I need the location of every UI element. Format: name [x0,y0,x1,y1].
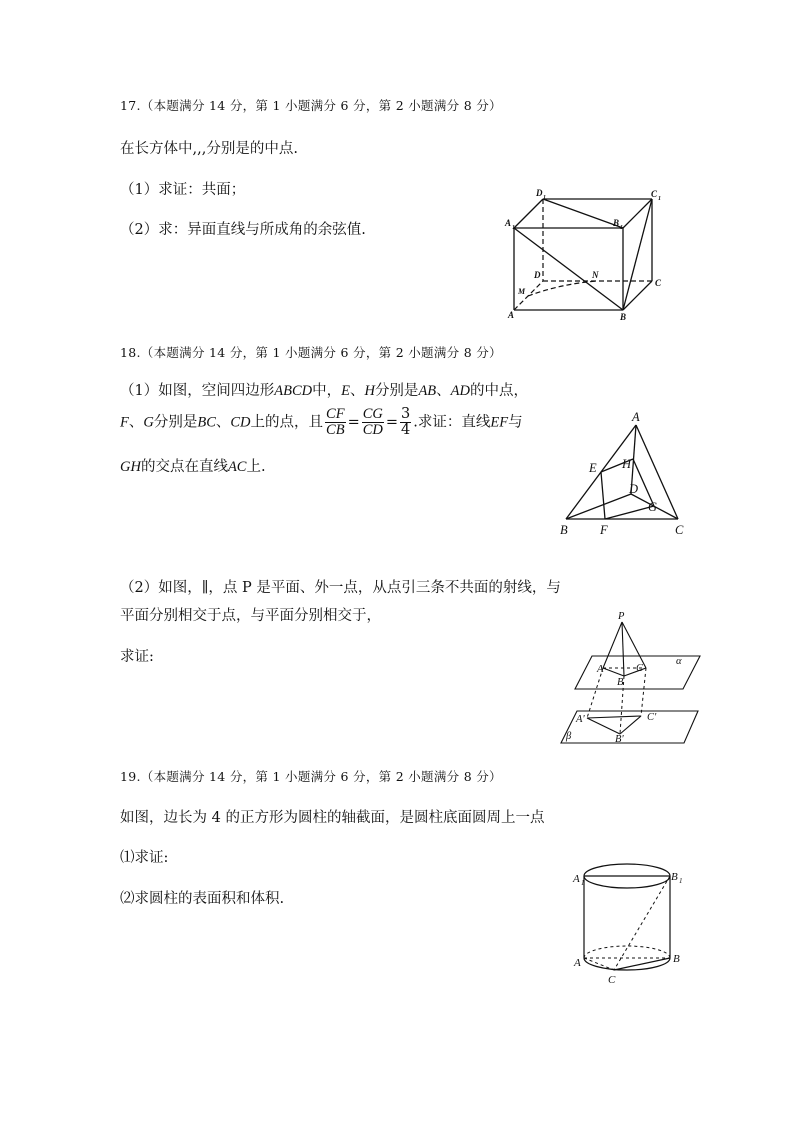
label-B: B [560,523,568,537]
label-C: C [655,278,662,288]
label-A: A [597,664,604,675]
label-beta: β [566,731,572,742]
label-F: F [600,523,608,537]
label-B1: B [613,218,620,228]
label-C: C [675,523,684,537]
label-C: C [608,974,616,986]
q17-header: 17.（本题满分 14 分，第 1 小题满分 6 分，第 2 小题满分 8 分） [120,98,502,113]
label-D1-sub: 1 [543,195,546,201]
q18-header: 18.（本题满分 14 分，第 1 小题满分 6 分，第 2 小题满分 8 分） [120,345,502,360]
fraction-3-4: $\frac{3}{4}$ [401,406,411,438]
label-B: B [617,677,624,688]
label-B1-sub: 1 [620,225,623,231]
label-D1: D [536,188,543,198]
q18-part1-line1: （1）如图，空间四边形ABCD中，E、H分别是AB、AD的中点， [120,383,528,399]
label-A: A [508,310,515,320]
label-N: N [592,270,599,280]
q18-part1-line3: GH的交点在直线AC上. [120,459,266,475]
label-C1-sub: 1 [658,196,661,202]
label-P: P [618,611,625,622]
label-H: H [622,457,632,471]
label-E: E [589,461,597,475]
q17-part2: （2）求：异面直线与所成角的余弦值. [120,222,366,238]
q18-part1-line2: F、G分别是BC、CD上的点，且 $\frac{CF}{CB}$ = $\frac{CG}{CD}$ = $\frac{3}{4}$ .求证：直线EF与 [120,406,523,438]
label-C: C [636,663,644,674]
q19-part2: ⑵求圆柱的表面积和体积. [120,891,285,907]
q19-part1: ⑴求证: [120,850,169,866]
label-B1-sub: 1 [679,877,683,885]
label-A1: A [505,218,512,228]
label-B-prime: B' [615,734,624,745]
fraction-cg-cd: $\frac{CG}{CD}$ [362,406,383,438]
label-G: G [648,500,658,514]
label-A: A [632,410,640,424]
fraction-cf-cb: $\frac{CF}{CB}$ [326,406,345,438]
q19-header: 19.（本题满分 14 分，第 1 小题满分 6 分，第 2 小题满分 8 分） [120,769,502,784]
label-alpha: α [676,656,682,667]
q18-part2-line2: 平面分别相交于点，与平面分别相交于， [120,608,381,624]
label-D: D [534,270,541,280]
label-A1-sub: 1 [581,879,585,887]
label-A-prime: A' [576,714,585,725]
q19-intro: 如图，边长为 4 的正方形为圆柱的轴截面，是圆柱底面圆周上一点 [120,810,545,826]
q17-part1: （1）求证：共面； [120,182,246,198]
label-D: D [629,482,639,496]
label-A: A [574,957,581,969]
label-A1-sub: 1 [512,225,515,231]
label-B: B [673,953,680,965]
label-C-prime: C' [647,712,657,723]
label-M: M [518,287,526,296]
label-C1: C [651,189,658,199]
label-A1: A [573,873,580,885]
label-B1: B [671,871,678,883]
q17-intro: 在长方体中,,,分别是的中点. [120,141,298,157]
q18-part2-line1: （2）如图，∥，点 P 是平面、外一点，从点引三条不共面的射线，与 [120,580,561,596]
label-B: B [620,312,627,322]
q18-part2-line3: 求证: [120,649,154,665]
